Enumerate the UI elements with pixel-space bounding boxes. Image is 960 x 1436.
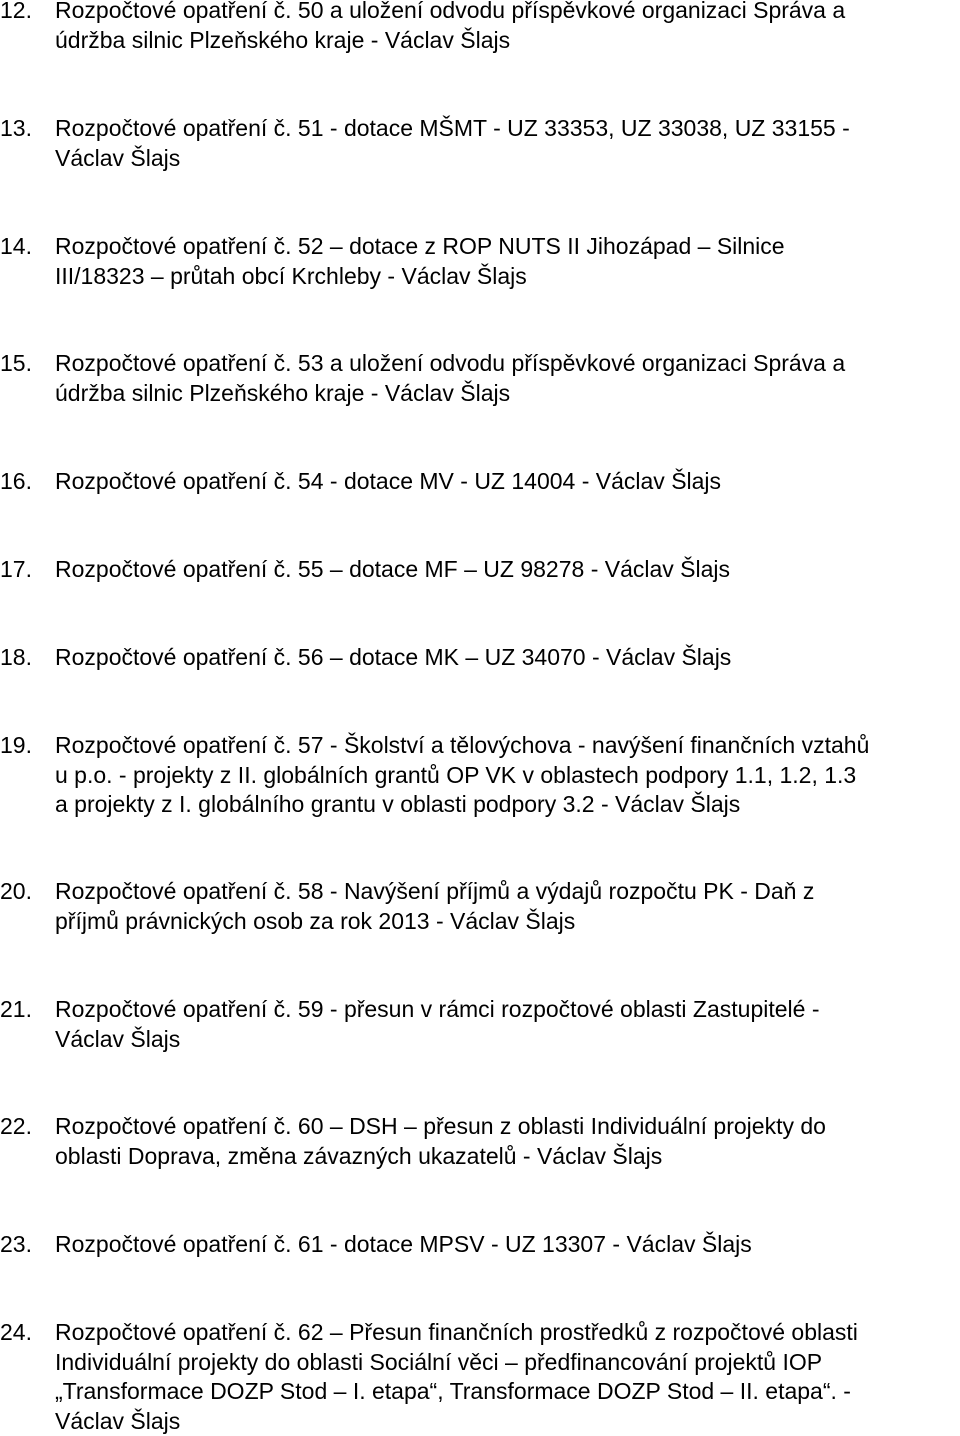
item-number: 15. xyxy=(0,349,54,379)
item-number: 13. xyxy=(0,114,54,144)
item-text-line: příjmů právnických osob za rok 2013 - Václav Šlajs xyxy=(55,907,958,937)
item-text-line: Rozpočtové opatření č. 52 – dotace z ROP NUTS II Jihozápad – Silnice xyxy=(55,232,958,262)
item-text xyxy=(55,1318,958,1436)
item-text xyxy=(55,1230,958,1260)
item-text-line: III/18323 – průtah obcí Krchleby - Václav Šlajs xyxy=(55,262,958,292)
item-text xyxy=(55,555,958,585)
item-text-line: Rozpočtové opatření č. 50 a uložení odvodu příspěvkové organizaci Správa a xyxy=(55,0,958,26)
item-number: 17. xyxy=(0,555,54,585)
item-text-line: „Transformace DOZP Stod – I. etapa“, Transformace DOZP Stod – II. etapa“. - xyxy=(55,1377,958,1407)
item-number: 20. xyxy=(0,877,54,907)
item-text xyxy=(55,467,958,497)
item-text-line: Václav Šlajs xyxy=(55,144,958,174)
item-text-line: Rozpočtové opatření č. 57 - Školství a tělovýchova - navýšení finančních vztahů xyxy=(55,731,958,761)
item-text xyxy=(55,995,958,1054)
item-text xyxy=(55,114,958,173)
item-text-line: Rozpočtové opatření č. 60 – DSH – přesun z oblasti Individuální projekty do xyxy=(55,1112,958,1142)
item-text xyxy=(55,643,958,673)
item-text-line: Rozpočtové opatření č. 54 - dotace MV - UZ 14004 - Václav Šlajs xyxy=(55,467,958,497)
item-text xyxy=(55,877,958,936)
item-text-line: oblasti Doprava, změna závazných ukazatelů - Václav Šlajs xyxy=(55,1142,958,1172)
item-text-line: Rozpočtové opatření č. 61 - dotace MPSV - UZ 13307 - Václav Šlajs xyxy=(55,1230,958,1260)
item-text-line: Rozpočtové opatření č. 62 – Přesun finančních prostředků z rozpočtové oblasti xyxy=(55,1318,958,1348)
item-number: 23. xyxy=(0,1230,54,1260)
item-text xyxy=(55,1112,958,1171)
item-number: 14. xyxy=(0,232,54,262)
item-text-line: u p.o. - projekty z II. globálních grantů OP VK v oblastech podpory 1.1, 1.2, 1.3 xyxy=(55,761,958,791)
item-text-line: Rozpočtové opatření č. 58 - Navýšení příjmů a výdajů rozpočtu PK - Daň z xyxy=(55,877,958,907)
item-text xyxy=(55,0,958,55)
item-number: 24. xyxy=(0,1318,54,1348)
item-text-line: Rozpočtové opatření č. 55 – dotace MF – UZ 98278 - Václav Šlajs xyxy=(55,555,958,585)
item-number: 12. xyxy=(0,0,54,26)
item-text xyxy=(55,731,958,820)
item-text-line: Václav Šlajs xyxy=(55,1407,958,1436)
item-text-line: Individuální projekty do oblasti Sociální věci – předfinancování projektů IOP xyxy=(55,1348,958,1378)
item-number: 22. xyxy=(0,1112,54,1142)
item-text-line: Rozpočtové opatření č. 51 - dotace MŠMT - UZ 33353, UZ 33038, UZ 33155 - xyxy=(55,114,958,144)
item-text-line: a projekty z I. globálního grantu v oblasti podpory 3.2 - Václav Šlajs xyxy=(55,790,958,820)
item-text-line: údržba silnic Plzeňského kraje - Václav Šlajs xyxy=(55,26,958,56)
item-number: 21. xyxy=(0,995,54,1025)
item-text xyxy=(55,349,958,408)
item-number: 18. xyxy=(0,643,54,673)
item-number: 16. xyxy=(0,467,54,497)
item-text xyxy=(55,232,958,291)
item-text-line: Rozpočtové opatření č. 59 - přesun v rámci rozpočtové oblasti Zastupitelé - xyxy=(55,995,958,1025)
item-text-line: Václav Šlajs xyxy=(55,1025,958,1055)
item-number: 19. xyxy=(0,731,54,761)
item-text-line: údržba silnic Plzeňského kraje - Václav Šlajs xyxy=(55,379,958,409)
item-text-line: Rozpočtové opatření č. 56 – dotace MK – UZ 34070 - Václav Šlajs xyxy=(55,643,958,673)
item-text-line: Rozpočtové opatření č. 53 a uložení odvodu příspěvkové organizaci Správa a xyxy=(55,349,958,379)
